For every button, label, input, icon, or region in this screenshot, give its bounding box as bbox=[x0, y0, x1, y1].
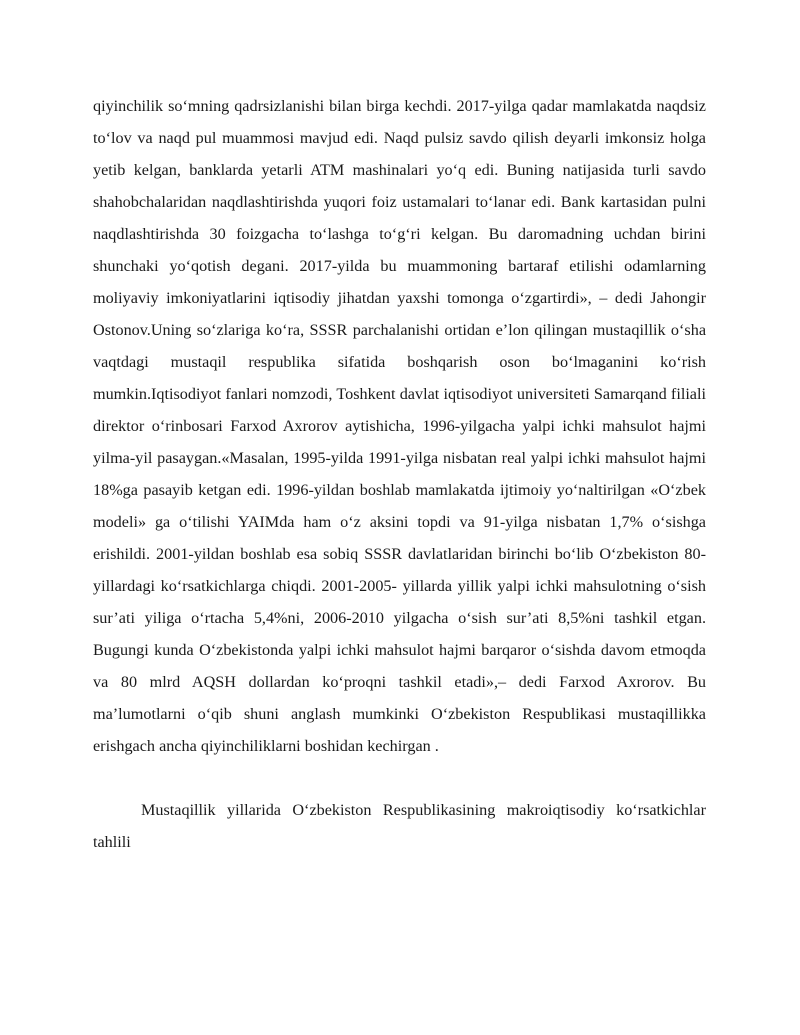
section-heading: Mustaqillik yillarida O‘zbekiston Respublikasining makroiqtisodiy ko‘rsatkichlar tahlili bbox=[93, 801, 706, 851]
body-paragraph: qiyinchilik so‘mning qadrsizlanishi bilan birga kechdi. 2017-yilga qadar mamlakatda naqdsiz to‘lov va naqd pul muammosi mavjud edi. Naqd pulsiz savdo qilish deyarli imkonsiz holga yetib kelgan, banklarda yetarli ATM mashinalari yo‘q edi. Buning natijasida turli savdo shahobchalaridan naqdlashtirishda yuqori foiz ustamalari to‘lanar edi. Bank kartasidan pulni naqdlashtirishda 30 foizgacha to‘lashga to‘g‘ri kelgan. Bu daromadning uchdan birini shunchaki yo‘qotish degani. 2017-yilda bu muammoning bartaraf etilishi odamlarning moliyaviy imkoniyatlarini iqtisodiy jihatdan yaxshi tomonga o‘zgartirdi», – dedi Jahongir Ostonov.Uning so‘zlariga ko‘ra, SSSR parchalanishi ortidan e’lon qilingan mustaqillik o‘sha vaqtdagi mustaqil respublika sifatida boshqarish oson bo‘lmaganini ko‘rish mumkin.Iqtisodiyot fanlari nomzodi, Toshkent davlat iqtisodiyot universiteti Samarqand filiali direktor o‘rinbosari Farxod Axrorov aytishicha, 1996-yilgacha yalpi ichki mahsulot hajmi yilma-yil pasaygan.«Masalan, 1995-yilda 1991-yilga nisbatan real yalpi ichki mahsulot hajmi 18%ga pasayib ketgan edi. 1996-yildan boshlab mamlakatda ijtimoiy yo‘naltirilgan «O‘zbek modeli» ga o‘tilishi YAIMda ham o‘z aksini topdi va 91-yilga nisbatan 1,7% o‘sishga erishildi. 2001-yildan boshlab esa sobiq SSSR davlatlaridan birinchi bo‘lib O‘zbekiston 80-yillardagi ko‘rsatkichlarga chiqdi. 2001-2005- yillarda yillik yalpi ichki mahsulotning o‘sish sur’ati yiliga o‘rtacha 5,4%ni, 2006-2010 yilgacha o‘sish sur’ati 8,5%ni tashkil etgan. Bugungi kunda O‘zbekistonda yalpi ichki mahsulot hajmi barqaror o‘sishda davom etmoqda va 80 mlrd AQSH dollardan ko‘proqni tashkil etadi»,– dedi Farxod Axrorov. Bu ma’lumotlarni o‘qib shuni anglash mumkinki O‘zbekiston Respublikasi mustaqillikka erishgach ancha qiyinchiliklarni boshidan kechirgan . bbox=[93, 97, 706, 755]
document-page bbox=[93, 90, 706, 858]
